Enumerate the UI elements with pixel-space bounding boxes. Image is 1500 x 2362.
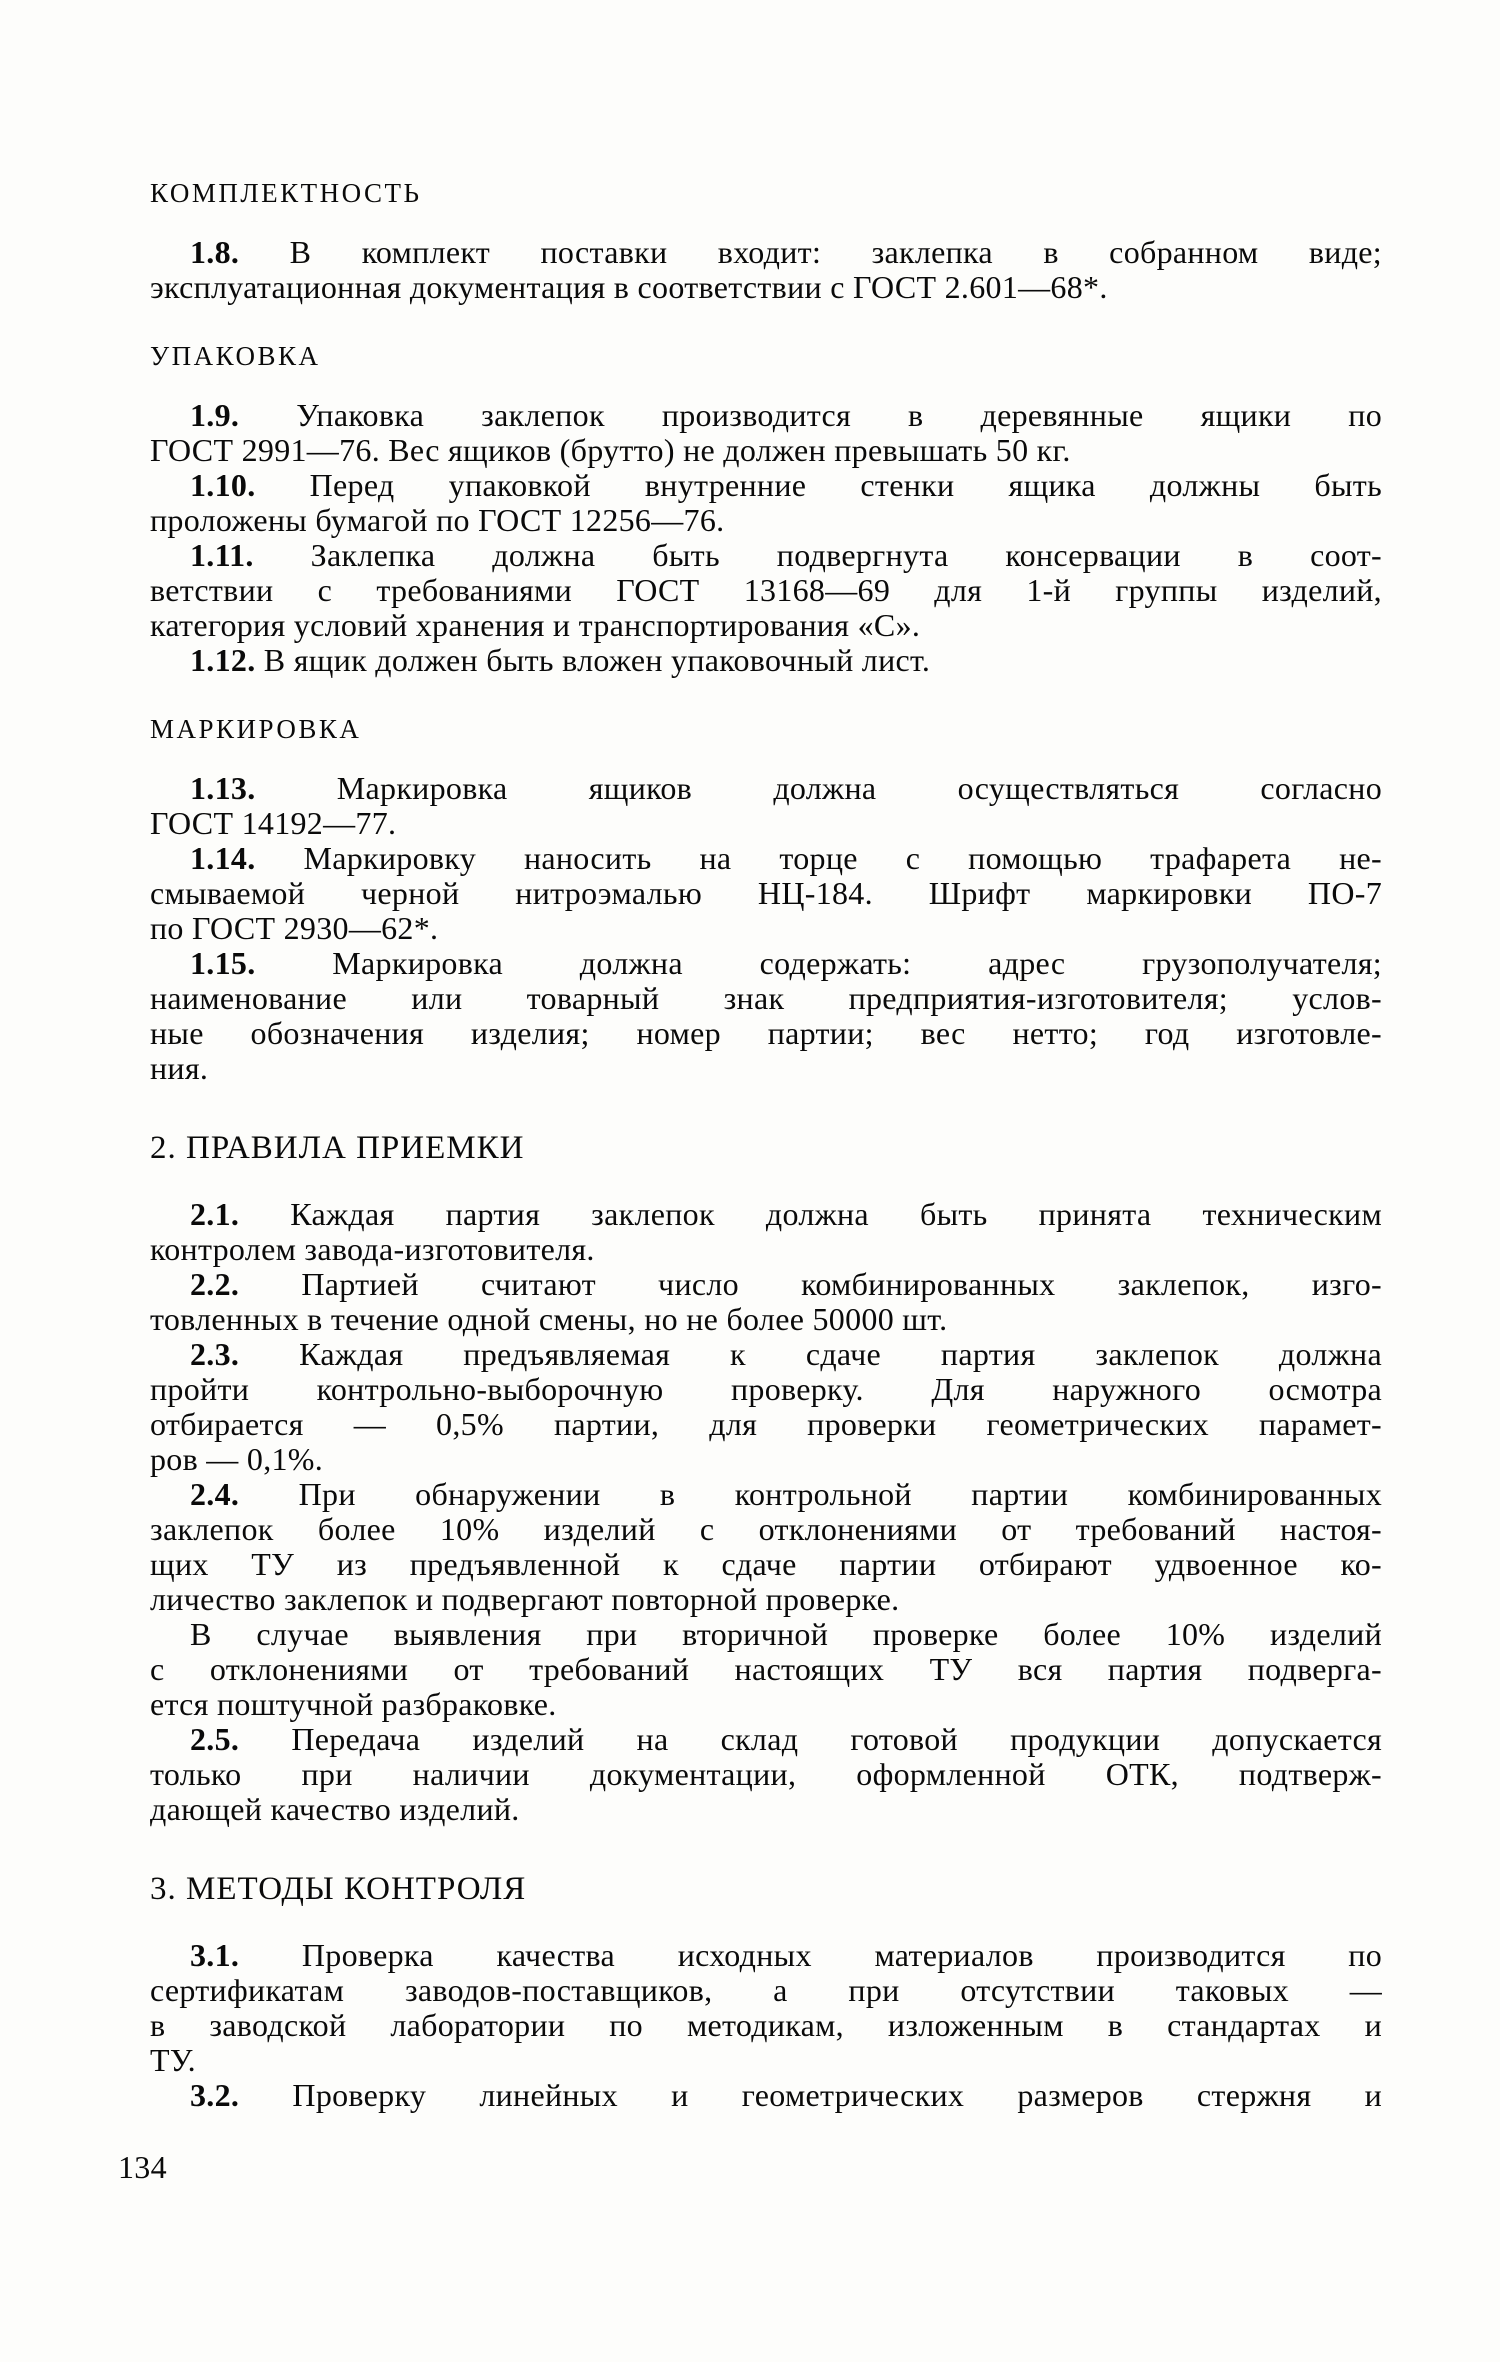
text-line: 1.8. В комплект поставки входит: заклепка в собранном виде; [190,234,1382,270]
section-subheading: УПАКОВКА [150,341,321,371]
text-line: щих ТУ из предъявленной к сдаче партии отбирают удвоенное ко- [150,1546,1382,1582]
paragraph-1.8 [150,235,1382,305]
text-line: 3.2. Проверку линейных и геометрических размеров стержня и [190,2077,1382,2113]
clause-number: 2.1. [190,1196,240,1232]
paragraph-1.13 [150,771,1382,841]
text-line: заклепок более 10% изделий с отклонениями от требований настоя- [150,1511,1382,1547]
text-line: ные обозначения изделия; номер партии; вес нетто; год изготовле- [150,1015,1382,1051]
clause-number: 1.14. [190,840,256,876]
paragraph-3.2 [150,2078,1382,2113]
text-line: 1.13. Маркировка ящиков должна осуществляться согласно [190,770,1382,806]
paragraph-3.1 [150,1938,1382,2078]
text-line: 1.12. В ящик должен быть вложен упаковочный лист. [190,642,931,678]
text-line: 1.14. Маркировку наносить на торце с помощью трафарета не- [190,840,1382,876]
text-line: пройти контрольно-выборочную проверку. Для наружного осмотра [150,1371,1382,1407]
paragraph-1.9 [150,398,1382,468]
page-number: 134 [118,2149,167,2185]
text-line: В случае выявления при вторичной проверке более 10% изделий [190,1616,1382,1652]
clause-number: 1.13. [190,770,256,806]
text-line: 1.11. Заклепка должна быть подвергнута консервации в соот- [190,537,1382,573]
text-line: в заводской лаборатории по методикам, изложенным в стандартах и [150,2007,1382,2043]
section-heading: 2. ПРАВИЛА ПРИЕМКИ [150,1130,525,1166]
text-line: ров — 0,1%. [150,1441,324,1477]
clause-number: 1.9. [190,397,240,433]
text-line: сертификатам заводов-поставщиков, а при отсутствии таковых — [150,1972,1382,2008]
clause-number: 1.8. [190,234,240,270]
text-line: наименование или товарный знак предприятия-изготовителя; услов- [150,980,1382,1016]
paragraph-1.10 [150,468,1382,538]
text-line: проложены бумагой по ГОСТ 12256—76. [150,502,725,538]
clause-number: 2.2. [190,1266,240,1302]
text-line: по ГОСТ 2930—62*. [150,910,439,946]
section-subheading: МАРКИРОВКА [150,714,362,744]
text-line: 3.1. Проверка качества исходных материалов производится по [190,1937,1382,1973]
text-line: ется поштучной разбраковке. [150,1686,557,1722]
clause-number: 2.3. [190,1336,240,1372]
text-line: категория условий хранения и транспортирования «С». [150,607,921,643]
paragraph-1.12 [150,643,1382,678]
paragraph-2.3 [150,1337,1382,1477]
paragraph-continuation [150,1617,1382,1722]
clause-number: 1.10. [190,467,256,503]
text-line: 2.2. Партией считают число комбинированных заклепок, изго- [190,1266,1382,1302]
text-line: личество заклепок и подвергают повторной проверке. [150,1581,900,1617]
sections [150,180,1382,2113]
text-line: 2.5. Передача изделий на склад готовой продукции допускается [190,1721,1382,1757]
text-line: только при наличии документации, оформленной ОТК, подтверж- [150,1756,1382,1792]
clause-number: 1.12. [190,642,256,678]
text-line: товленных в течение одной смены, но не более 50000 шт. [150,1301,948,1337]
paragraph-2.5 [150,1722,1382,1827]
section-subheading: КОМПЛЕКТНОСТЬ [150,178,422,208]
text-line: ветствии с требованиями ГОСТ 13168—69 для 1-й группы изделий, [150,572,1382,608]
page-content [118,0,1382,2185]
text-line: 1.15. Маркировка должна содержать: адрес грузополучателя; [190,945,1382,981]
text-line: 2.1. Каждая партия заклепок должна быть принята техническим [190,1196,1382,1232]
paragraph-1.15 [150,946,1382,1086]
text-line: 2.4. При обнаружении в контрольной партии комбинированных [190,1476,1382,1512]
text-line: ТУ. [150,2042,196,2078]
text-line: ГОСТ 14192—77. [150,805,397,841]
text-line: 1.9. Упаковка заклепок производится в деревянные ящики по [190,397,1382,433]
text-line: отбирается — 0,5% партии, для проверки геометрических парамет- [150,1406,1382,1442]
clause-number: 1.11. [190,537,254,573]
clause-number: 3.2. [190,2077,240,2113]
text-line: ГОСТ 2991—76. Вес ящиков (брутто) не должен превышать 50 кг. [150,432,1071,468]
text-line: контролем завода-изготовителя. [150,1231,595,1267]
paragraph-2.2 [150,1267,1382,1337]
text-line: дающей качество изделий. [150,1791,520,1827]
paragraph-1.11 [150,538,1382,643]
clause-number: 2.5. [190,1721,240,1757]
clause-number: 2.4. [190,1476,240,1512]
paragraph-2.4 [150,1477,1382,1617]
clause-number: 3.1. [190,1937,240,1973]
text-line: с отклонениями от требований настоящих ТУ вся партия подверга- [150,1651,1382,1687]
text-line: ния. [150,1050,209,1086]
section-heading: 3. МЕТОДЫ КОНТРОЛЯ [150,1871,527,1907]
paragraph-1.14 [150,841,1382,946]
text-line: смываемой черной нитроэмалью НЦ-184. Шрифт маркировки ПО-7 [150,875,1382,911]
paragraph-2.1 [150,1197,1382,1267]
clause-number: 1.15. [190,945,256,981]
text-line: 1.10. Перед упаковкой внутренние стенки ящика должны быть [190,467,1382,503]
text-line: 2.3. Каждая предъявляемая к сдаче партия заклепок должна [190,1336,1382,1372]
text-line: эксплуатационная документация в соответствии с ГОСТ 2.601—68*. [150,269,1108,305]
